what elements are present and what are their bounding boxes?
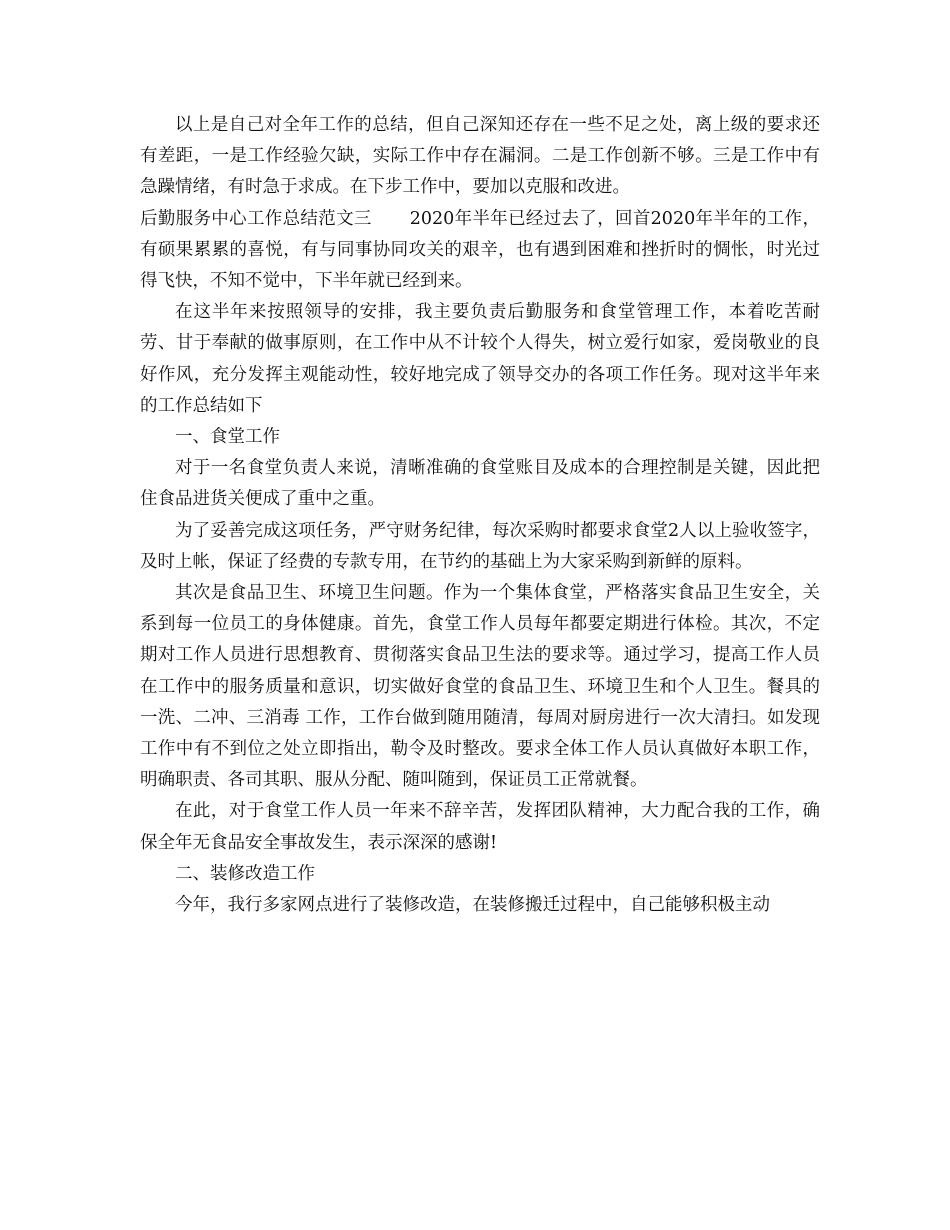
- paragraph-purchasing: 为了妥善完成这项任务，严守财务纪律，每次采购时都要求食堂2人以上验收签字，及时上帐，保证了经费的专款专用，在节约的基础上为大家采购到新鲜的原料。: [140, 520, 820, 572]
- paragraph-renovation: 今年，我行多家网点进行了装修改造，在装修搬迁过程中，自己能够积极主动: [175, 895, 770, 916]
- paragraph-canteen-accounts: 对于一名食堂负责人来说，清晰准确的食堂账目及成本的合理控制是关键，因此把住食品进货关便成了重中之重。: [140, 458, 820, 510]
- section-heading-canteen: 一、食堂工作: [175, 427, 280, 448]
- paragraph-section-three: [140, 204, 820, 298]
- paragraph-responsibilities: 在这半年来按照领导的安排，我主要负责后勤服务和食堂管理工作，本着吃苦耐劳、甘于奉献的做事原则，在工作中从不计较个人得失，树立爱行如家，爱岗敬业的良好作风，充分发挥主观能动性，较好地完成了领导交办的各项工作任务。现对这半年来的工作总结如下: [140, 302, 820, 416]
- section-heading-renovation: 二、装修改造工作: [175, 863, 315, 884]
- paragraph-summary: 以上是自己对全年工作的总结，但自己深知还存在一些不足之处，离上级的要求还有差距，一是工作经验欠缺，实际工作中存在漏洞。二是工作创新不够。三是工作中有急躁情绪，有时急于求成。在下步工作中，要加以克服和改进。: [140, 115, 820, 198]
- paragraph-intro-text: 2020年半年已经过去了，回首2020年半年的工作，有硕果累累的喜悦，有与同事协同攻关的艰辛，也有遇到困难和挫折时的惆怅，时光过得飞快，不知不觉中，下半年就已经到来。: [140, 208, 820, 292]
- paragraph-thanks: 在此，对于食堂工作人员一年来不辞辛苦，发挥团队精神，大力配合我的工作，确保全年无食品安全事故发生，表示深深的感谢!: [140, 801, 820, 853]
- document-heading: 后勤服务中心工作总结范文三: [140, 208, 372, 229]
- paragraph-food-hygiene: 其次是食品卫生、环境卫生问题。作为一个集体食堂，严格落实食品卫生安全，关系到每一位员工的身体健康。首先，食堂工作人员每年都要定期进行体检。其次，不定期对工作人员进行思想教育、贯彻落实食品卫生法的要求等。通过学习，提高工作人员在工作中的服务质量和意识，切实做好食堂的食品卫生、环境卫生和个人卫生。餐具的 一洗、二冲、三消毒 工作，工作台做到随用随清，每周对厨房进行一次大清扫。如发现工作中有不到位之处立即指出，勒令及时整改。要求全体工作人员认真做好本职工作，明确职责、各司其职、服从分配、随叫随到，保证员工正常就餐。: [140, 583, 820, 791]
- document-body: [140, 110, 820, 921]
